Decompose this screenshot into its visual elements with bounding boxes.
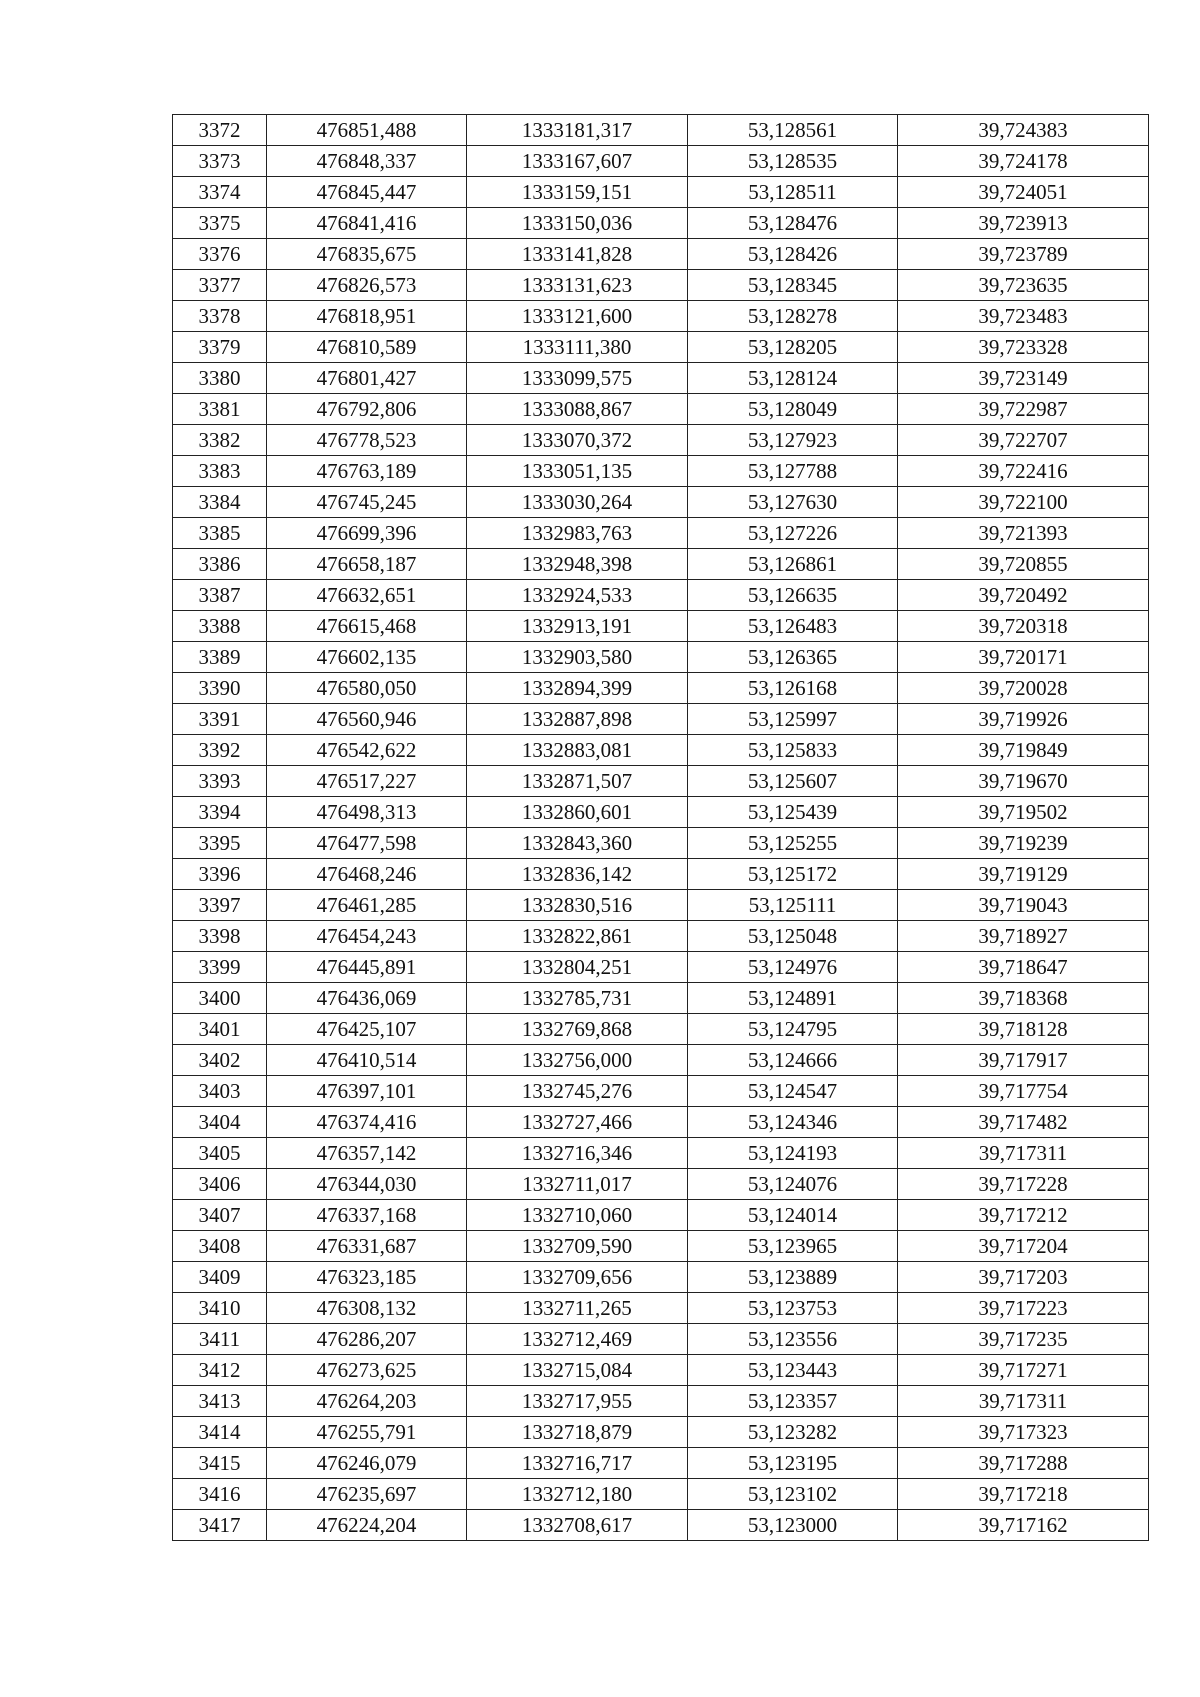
y-coordinate-cell: 1332727,466 (467, 1107, 688, 1138)
y-coordinate-cell: 1333051,135 (467, 456, 688, 487)
point-number-cell: 3412 (173, 1355, 267, 1386)
point-number-cell: 3404 (173, 1107, 267, 1138)
table-row (173, 1262, 1149, 1293)
latitude-cell: 53,128205 (688, 332, 898, 363)
latitude-cell: 53,125172 (688, 859, 898, 890)
y-coordinate-cell: 1332769,868 (467, 1014, 688, 1045)
longitude-cell: 39,723635 (898, 270, 1149, 301)
latitude-cell: 53,123965 (688, 1231, 898, 1262)
longitude-cell: 39,717212 (898, 1200, 1149, 1231)
latitude-cell: 53,124346 (688, 1107, 898, 1138)
point-number-cell: 3408 (173, 1231, 267, 1262)
longitude-cell: 39,723149 (898, 363, 1149, 394)
latitude-cell: 53,128535 (688, 146, 898, 177)
x-coordinate-cell: 476542,622 (267, 735, 467, 766)
latitude-cell: 53,128278 (688, 301, 898, 332)
point-number-cell: 3414 (173, 1417, 267, 1448)
point-number-cell: 3417 (173, 1510, 267, 1541)
latitude-cell: 53,126861 (688, 549, 898, 580)
table-row (173, 332, 1149, 363)
longitude-cell: 39,717218 (898, 1479, 1149, 1510)
table-row (173, 611, 1149, 642)
longitude-cell: 39,717311 (898, 1386, 1149, 1417)
x-coordinate-cell: 476425,107 (267, 1014, 467, 1045)
latitude-cell: 53,124193 (688, 1138, 898, 1169)
longitude-cell: 39,719129 (898, 859, 1149, 890)
latitude-cell: 53,128124 (688, 363, 898, 394)
longitude-cell: 39,717235 (898, 1324, 1149, 1355)
longitude-cell: 39,724383 (898, 115, 1149, 146)
coordinates-table-body (173, 115, 1149, 1541)
point-number-cell: 3397 (173, 890, 267, 921)
x-coordinate-cell: 476580,050 (267, 673, 467, 704)
y-coordinate-cell: 1333150,036 (467, 208, 688, 239)
table-row (173, 1076, 1149, 1107)
y-coordinate-cell: 1332894,399 (467, 673, 688, 704)
x-coordinate-cell: 476835,675 (267, 239, 467, 270)
latitude-cell: 53,124076 (688, 1169, 898, 1200)
latitude-cell: 53,128561 (688, 115, 898, 146)
point-number-cell: 3379 (173, 332, 267, 363)
table-row (173, 1045, 1149, 1076)
x-coordinate-cell: 476374,416 (267, 1107, 467, 1138)
longitude-cell: 39,719502 (898, 797, 1149, 828)
longitude-cell: 39,722707 (898, 425, 1149, 456)
table-row (173, 1169, 1149, 1200)
table-row (173, 394, 1149, 425)
y-coordinate-cell: 1332804,251 (467, 952, 688, 983)
x-coordinate-cell: 476410,514 (267, 1045, 467, 1076)
point-number-cell: 3372 (173, 115, 267, 146)
y-coordinate-cell: 1332830,516 (467, 890, 688, 921)
table-row (173, 921, 1149, 952)
longitude-cell: 39,724178 (898, 146, 1149, 177)
x-coordinate-cell: 476560,946 (267, 704, 467, 735)
x-coordinate-cell: 476331,687 (267, 1231, 467, 1262)
longitude-cell: 39,723483 (898, 301, 1149, 332)
longitude-cell: 39,718128 (898, 1014, 1149, 1045)
y-coordinate-cell: 1333167,607 (467, 146, 688, 177)
x-coordinate-cell: 476699,396 (267, 518, 467, 549)
x-coordinate-cell: 476615,468 (267, 611, 467, 642)
longitude-cell: 39,717203 (898, 1262, 1149, 1293)
table-row (173, 518, 1149, 549)
latitude-cell: 53,123102 (688, 1479, 898, 1510)
point-number-cell: 3415 (173, 1448, 267, 1479)
table-row (173, 456, 1149, 487)
longitude-cell: 39,720318 (898, 611, 1149, 642)
latitude-cell: 53,123000 (688, 1510, 898, 1541)
table-row (173, 642, 1149, 673)
x-coordinate-cell: 476498,313 (267, 797, 467, 828)
latitude-cell: 53,125048 (688, 921, 898, 952)
table-row (173, 859, 1149, 890)
point-number-cell: 3380 (173, 363, 267, 394)
latitude-cell: 53,128476 (688, 208, 898, 239)
point-number-cell: 3401 (173, 1014, 267, 1045)
x-coordinate-cell: 476658,187 (267, 549, 467, 580)
table-row (173, 1014, 1149, 1045)
point-number-cell: 3381 (173, 394, 267, 425)
point-number-cell: 3409 (173, 1262, 267, 1293)
y-coordinate-cell: 1332717,955 (467, 1386, 688, 1417)
longitude-cell: 39,717482 (898, 1107, 1149, 1138)
point-number-cell: 3377 (173, 270, 267, 301)
y-coordinate-cell: 1333111,380 (467, 332, 688, 363)
y-coordinate-cell: 1333030,264 (467, 487, 688, 518)
x-coordinate-cell: 476602,135 (267, 642, 467, 673)
x-coordinate-cell: 476745,245 (267, 487, 467, 518)
x-coordinate-cell: 476826,573 (267, 270, 467, 301)
table-row (173, 1510, 1149, 1541)
x-coordinate-cell: 476810,589 (267, 332, 467, 363)
y-coordinate-cell: 1332712,469 (467, 1324, 688, 1355)
x-coordinate-cell: 476461,285 (267, 890, 467, 921)
latitude-cell: 53,125833 (688, 735, 898, 766)
y-coordinate-cell: 1332718,879 (467, 1417, 688, 1448)
latitude-cell: 53,123282 (688, 1417, 898, 1448)
longitude-cell: 39,720028 (898, 673, 1149, 704)
x-coordinate-cell: 476778,523 (267, 425, 467, 456)
point-number-cell: 3387 (173, 580, 267, 611)
longitude-cell: 39,720171 (898, 642, 1149, 673)
y-coordinate-cell: 1333131,623 (467, 270, 688, 301)
table-row (173, 425, 1149, 456)
point-number-cell: 3398 (173, 921, 267, 952)
table-row (173, 270, 1149, 301)
latitude-cell: 53,124014 (688, 1200, 898, 1231)
point-number-cell: 3410 (173, 1293, 267, 1324)
latitude-cell: 53,127226 (688, 518, 898, 549)
longitude-cell: 39,724051 (898, 177, 1149, 208)
table-row (173, 735, 1149, 766)
x-coordinate-cell: 476848,337 (267, 146, 467, 177)
y-coordinate-cell: 1332903,580 (467, 642, 688, 673)
table-row (173, 177, 1149, 208)
point-number-cell: 3376 (173, 239, 267, 270)
x-coordinate-cell: 476632,651 (267, 580, 467, 611)
y-coordinate-cell: 1333070,372 (467, 425, 688, 456)
y-coordinate-cell: 1332711,017 (467, 1169, 688, 1200)
latitude-cell: 53,128049 (688, 394, 898, 425)
x-coordinate-cell: 476273,625 (267, 1355, 467, 1386)
longitude-cell: 39,718368 (898, 983, 1149, 1014)
point-number-cell: 3375 (173, 208, 267, 239)
latitude-cell: 53,127630 (688, 487, 898, 518)
y-coordinate-cell: 1332871,507 (467, 766, 688, 797)
longitude-cell: 39,723328 (898, 332, 1149, 363)
y-coordinate-cell: 1332948,398 (467, 549, 688, 580)
longitude-cell: 39,717754 (898, 1076, 1149, 1107)
latitude-cell: 53,124976 (688, 952, 898, 983)
x-coordinate-cell: 476841,416 (267, 208, 467, 239)
y-coordinate-cell: 1332709,656 (467, 1262, 688, 1293)
point-number-cell: 3403 (173, 1076, 267, 1107)
x-coordinate-cell: 476445,891 (267, 952, 467, 983)
table-row (173, 1417, 1149, 1448)
table-row (173, 1231, 1149, 1262)
x-coordinate-cell: 476468,246 (267, 859, 467, 890)
y-coordinate-cell: 1332716,717 (467, 1448, 688, 1479)
x-coordinate-cell: 476286,207 (267, 1324, 467, 1355)
table-row (173, 890, 1149, 921)
x-coordinate-cell: 476323,185 (267, 1262, 467, 1293)
table-row (173, 580, 1149, 611)
x-coordinate-cell: 476235,697 (267, 1479, 467, 1510)
point-number-cell: 3413 (173, 1386, 267, 1417)
table-row (173, 549, 1149, 580)
x-coordinate-cell: 476344,030 (267, 1169, 467, 1200)
latitude-cell: 53,126168 (688, 673, 898, 704)
point-number-cell: 3389 (173, 642, 267, 673)
point-number-cell: 3383 (173, 456, 267, 487)
table-row (173, 766, 1149, 797)
x-coordinate-cell: 476801,427 (267, 363, 467, 394)
table-row (173, 301, 1149, 332)
y-coordinate-cell: 1332983,763 (467, 518, 688, 549)
point-number-cell: 3402 (173, 1045, 267, 1076)
x-coordinate-cell: 476357,142 (267, 1138, 467, 1169)
longitude-cell: 39,719849 (898, 735, 1149, 766)
coordinates-table (172, 114, 1149, 1541)
longitude-cell: 39,720855 (898, 549, 1149, 580)
latitude-cell: 53,123556 (688, 1324, 898, 1355)
longitude-cell: 39,719670 (898, 766, 1149, 797)
longitude-cell: 39,717162 (898, 1510, 1149, 1541)
longitude-cell: 39,720492 (898, 580, 1149, 611)
point-number-cell: 3399 (173, 952, 267, 983)
point-number-cell: 3396 (173, 859, 267, 890)
point-number-cell: 3400 (173, 983, 267, 1014)
y-coordinate-cell: 1332711,265 (467, 1293, 688, 1324)
x-coordinate-cell: 476436,069 (267, 983, 467, 1014)
y-coordinate-cell: 1333088,867 (467, 394, 688, 425)
y-coordinate-cell: 1332710,060 (467, 1200, 688, 1231)
table-row (173, 1107, 1149, 1138)
point-number-cell: 3406 (173, 1169, 267, 1200)
table-row (173, 363, 1149, 394)
latitude-cell: 53,128426 (688, 239, 898, 270)
longitude-cell: 39,719239 (898, 828, 1149, 859)
longitude-cell: 39,718927 (898, 921, 1149, 952)
longitude-cell: 39,717204 (898, 1231, 1149, 1262)
latitude-cell: 53,123195 (688, 1448, 898, 1479)
table-row (173, 673, 1149, 704)
table-row (173, 1448, 1149, 1479)
table-row (173, 146, 1149, 177)
point-number-cell: 3394 (173, 797, 267, 828)
longitude-cell: 39,717271 (898, 1355, 1149, 1386)
y-coordinate-cell: 1332913,191 (467, 611, 688, 642)
x-coordinate-cell: 476255,791 (267, 1417, 467, 1448)
latitude-cell: 53,125607 (688, 766, 898, 797)
point-number-cell: 3416 (173, 1479, 267, 1510)
y-coordinate-cell: 1332843,360 (467, 828, 688, 859)
table-row (173, 1138, 1149, 1169)
latitude-cell: 53,124795 (688, 1014, 898, 1045)
point-number-cell: 3407 (173, 1200, 267, 1231)
longitude-cell: 39,723789 (898, 239, 1149, 270)
longitude-cell: 39,717323 (898, 1417, 1149, 1448)
x-coordinate-cell: 476454,243 (267, 921, 467, 952)
latitude-cell: 53,125439 (688, 797, 898, 828)
y-coordinate-cell: 1332924,533 (467, 580, 688, 611)
latitude-cell: 53,127923 (688, 425, 898, 456)
point-number-cell: 3384 (173, 487, 267, 518)
x-coordinate-cell: 476246,079 (267, 1448, 467, 1479)
x-coordinate-cell: 476792,806 (267, 394, 467, 425)
longitude-cell: 39,717223 (898, 1293, 1149, 1324)
y-coordinate-cell: 1333121,600 (467, 301, 688, 332)
x-coordinate-cell: 476477,598 (267, 828, 467, 859)
table-row (173, 1355, 1149, 1386)
y-coordinate-cell: 1333159,151 (467, 177, 688, 208)
y-coordinate-cell: 1332822,861 (467, 921, 688, 952)
table-row (173, 797, 1149, 828)
latitude-cell: 53,128511 (688, 177, 898, 208)
longitude-cell: 39,721393 (898, 518, 1149, 549)
table-row (173, 1200, 1149, 1231)
table-row (173, 828, 1149, 859)
table-row (173, 208, 1149, 239)
y-coordinate-cell: 1332860,601 (467, 797, 688, 828)
latitude-cell: 53,126365 (688, 642, 898, 673)
y-coordinate-cell: 1332715,084 (467, 1355, 688, 1386)
table-row (173, 487, 1149, 518)
latitude-cell: 53,127788 (688, 456, 898, 487)
y-coordinate-cell: 1332708,617 (467, 1510, 688, 1541)
x-coordinate-cell: 476818,951 (267, 301, 467, 332)
x-coordinate-cell: 476264,203 (267, 1386, 467, 1417)
latitude-cell: 53,123889 (688, 1262, 898, 1293)
table-row (173, 1293, 1149, 1324)
table-row (173, 239, 1149, 270)
y-coordinate-cell: 1332709,590 (467, 1231, 688, 1262)
point-number-cell: 3393 (173, 766, 267, 797)
y-coordinate-cell: 1333181,317 (467, 115, 688, 146)
longitude-cell: 39,719043 (898, 890, 1149, 921)
x-coordinate-cell: 476763,189 (267, 456, 467, 487)
latitude-cell: 53,124547 (688, 1076, 898, 1107)
y-coordinate-cell: 1332745,276 (467, 1076, 688, 1107)
longitude-cell: 39,717917 (898, 1045, 1149, 1076)
table-row (173, 115, 1149, 146)
longitude-cell: 39,717228 (898, 1169, 1149, 1200)
point-number-cell: 3392 (173, 735, 267, 766)
table-row (173, 983, 1149, 1014)
latitude-cell: 53,124891 (688, 983, 898, 1014)
latitude-cell: 53,126635 (688, 580, 898, 611)
x-coordinate-cell: 476308,132 (267, 1293, 467, 1324)
point-number-cell: 3374 (173, 177, 267, 208)
point-number-cell: 3385 (173, 518, 267, 549)
y-coordinate-cell: 1333141,828 (467, 239, 688, 270)
table-row (173, 1479, 1149, 1510)
latitude-cell: 53,125111 (688, 890, 898, 921)
point-number-cell: 3390 (173, 673, 267, 704)
latitude-cell: 53,126483 (688, 611, 898, 642)
longitude-cell: 39,719926 (898, 704, 1149, 735)
y-coordinate-cell: 1332716,346 (467, 1138, 688, 1169)
x-coordinate-cell: 476517,227 (267, 766, 467, 797)
y-coordinate-cell: 1332756,000 (467, 1045, 688, 1076)
y-coordinate-cell: 1332887,898 (467, 704, 688, 735)
latitude-cell: 53,124666 (688, 1045, 898, 1076)
latitude-cell: 53,125997 (688, 704, 898, 735)
longitude-cell: 39,717288 (898, 1448, 1149, 1479)
point-number-cell: 3382 (173, 425, 267, 456)
longitude-cell: 39,722100 (898, 487, 1149, 518)
latitude-cell: 53,123443 (688, 1355, 898, 1386)
y-coordinate-cell: 1332836,142 (467, 859, 688, 890)
table-row (173, 1386, 1149, 1417)
longitude-cell: 39,723913 (898, 208, 1149, 239)
latitude-cell: 53,128345 (688, 270, 898, 301)
y-coordinate-cell: 1332712,180 (467, 1479, 688, 1510)
point-number-cell: 3395 (173, 828, 267, 859)
x-coordinate-cell: 476397,101 (267, 1076, 467, 1107)
table-row (173, 1324, 1149, 1355)
x-coordinate-cell: 476224,204 (267, 1510, 467, 1541)
x-coordinate-cell: 476337,168 (267, 1200, 467, 1231)
y-coordinate-cell: 1332883,081 (467, 735, 688, 766)
longitude-cell: 39,722416 (898, 456, 1149, 487)
latitude-cell: 53,125255 (688, 828, 898, 859)
point-number-cell: 3388 (173, 611, 267, 642)
point-number-cell: 3391 (173, 704, 267, 735)
x-coordinate-cell: 476845,447 (267, 177, 467, 208)
point-number-cell: 3411 (173, 1324, 267, 1355)
latitude-cell: 53,123357 (688, 1386, 898, 1417)
latitude-cell: 53,123753 (688, 1293, 898, 1324)
table-row (173, 952, 1149, 983)
table-row (173, 704, 1149, 735)
longitude-cell: 39,722987 (898, 394, 1149, 425)
longitude-cell: 39,717311 (898, 1138, 1149, 1169)
point-number-cell: 3405 (173, 1138, 267, 1169)
y-coordinate-cell: 1333099,575 (467, 363, 688, 394)
point-number-cell: 3386 (173, 549, 267, 580)
x-coordinate-cell: 476851,488 (267, 115, 467, 146)
y-coordinate-cell: 1332785,731 (467, 983, 688, 1014)
point-number-cell: 3373 (173, 146, 267, 177)
longitude-cell: 39,718647 (898, 952, 1149, 983)
point-number-cell: 3378 (173, 301, 267, 332)
